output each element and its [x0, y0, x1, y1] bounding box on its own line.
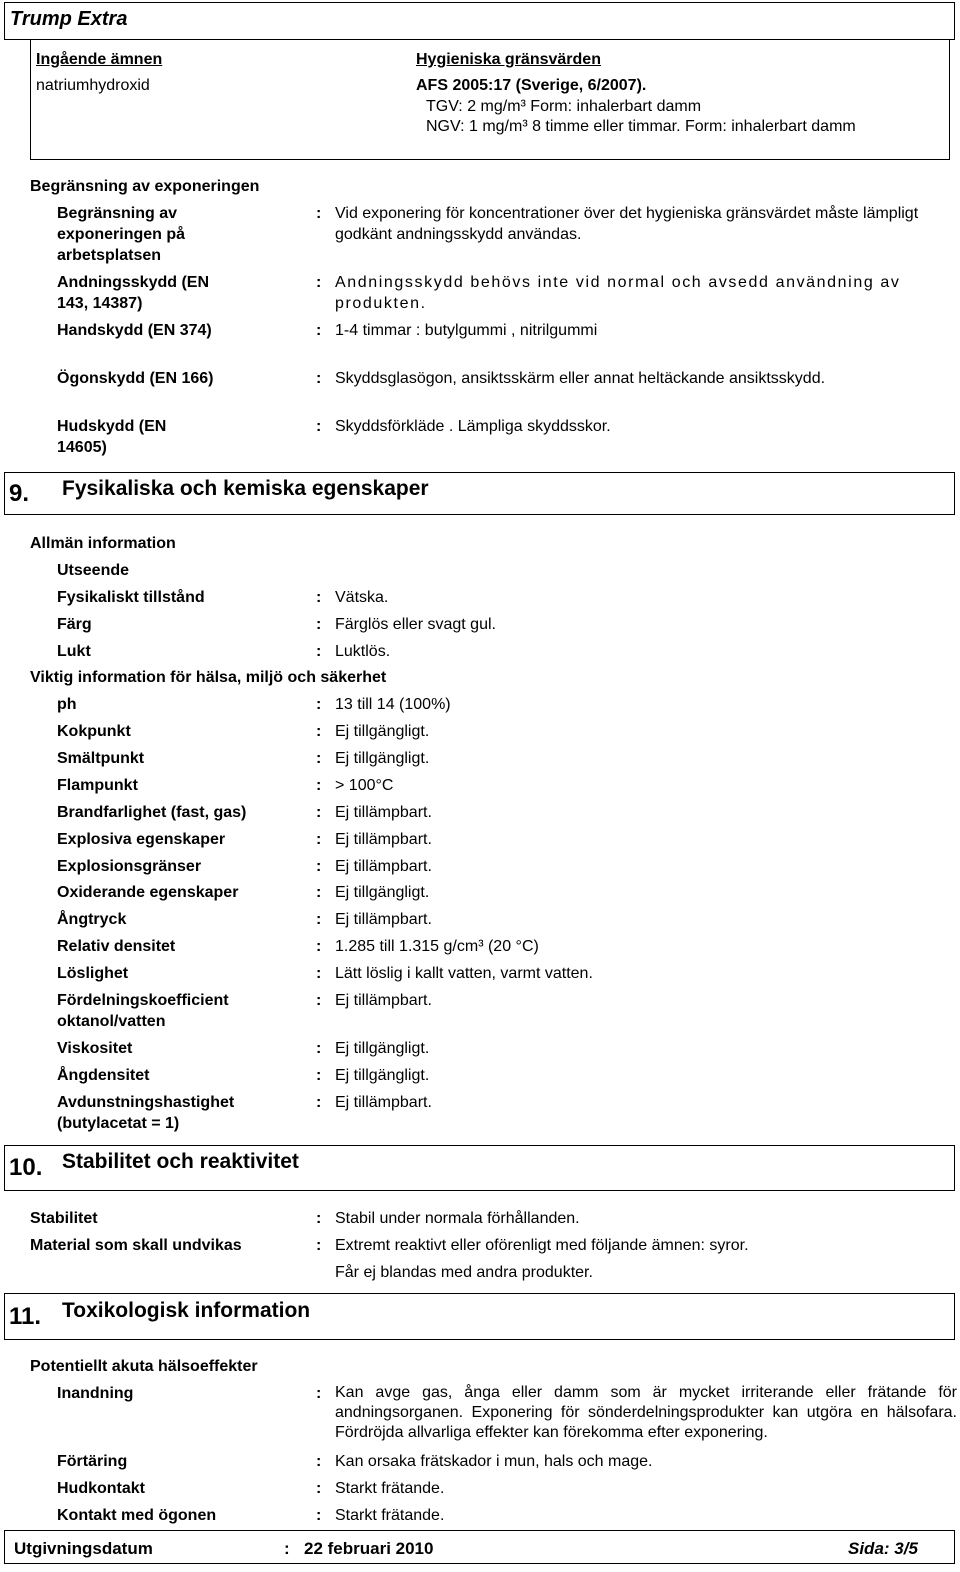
- property-label: Lukt: [57, 643, 91, 660]
- issue-date-label: Utgivningsdatum: [14, 1539, 153, 1558]
- property-value: 1.285 till 1.315 g/cm³ (20 °C): [335, 938, 539, 955]
- property-label: ph: [57, 696, 77, 713]
- regulation-reference: AFS 2005:17 (Sverige, 6/2007).: [416, 77, 647, 94]
- property-value: Ej tillämpbart.: [335, 911, 432, 928]
- colon: :: [316, 643, 322, 660]
- colon: :: [316, 1385, 322, 1402]
- colon: :: [316, 274, 322, 291]
- colon: :: [316, 750, 322, 767]
- colon: :: [316, 992, 322, 1009]
- exposure-row-label: Andningsskydd (EN 143, 14387): [57, 274, 210, 312]
- colon: :: [316, 965, 322, 982]
- colon: :: [316, 777, 322, 794]
- section-10-title: Stabilitet och reaktivitet: [62, 1150, 299, 1173]
- footer-colon: :: [284, 1539, 290, 1558]
- colon: :: [316, 1040, 322, 1057]
- property-label: Relativ densitet: [57, 938, 176, 955]
- colon: :: [316, 1094, 322, 1111]
- property-label: Ångtryck: [57, 911, 127, 928]
- property-label: Färg: [57, 616, 92, 633]
- tgv-limit: TGV: 2 mg/m³ Form: inhalerbart damm: [426, 98, 702, 115]
- property-value: > 100°C: [335, 777, 394, 794]
- exposure-row-value: Skyddsglasögon, ansiktsskärm eller annat heltäckande ansiktsskydd.: [335, 370, 826, 387]
- stability-extra-note: Får ej blandas med andra produkter.: [335, 1264, 593, 1281]
- property-value: Ej tillämpbart.: [335, 804, 432, 821]
- colon: :: [316, 616, 322, 633]
- exposure-row-value: Andningsskydd behövs inte vid normal och avsedd användning av produkten.: [335, 274, 901, 312]
- property-value: Ej tillgängligt.: [335, 884, 430, 901]
- property-label: Explosionsgränser: [57, 858, 202, 875]
- section-9-number: 9.: [9, 480, 30, 507]
- document-header: [4, 2, 955, 40]
- issue-date-value: 22 februari 2010: [304, 1539, 434, 1558]
- property-value: Ej tillgängligt.: [335, 750, 430, 767]
- exposure-row-value: Vid exponering för koncentrationer över det hygieniska gränsvärdet måste lämpligt godkänt andningsskydd användas.: [335, 205, 919, 243]
- stability-label: Stabilitet: [30, 1210, 98, 1227]
- colon: :: [316, 858, 322, 875]
- colon: :: [316, 322, 322, 339]
- exposure-row-label: Ögonskydd (EN 166): [57, 370, 214, 387]
- colon: :: [316, 589, 322, 606]
- stability-value: Stabil under normala förhållanden.: [335, 1210, 580, 1227]
- substance-name: natriumhydroxid: [36, 77, 150, 94]
- section-9-title: Fysikaliska och kemiska egenskaper: [62, 477, 429, 500]
- property-value: Ej tillgängligt.: [335, 1067, 430, 1084]
- appearance-heading: Utseende: [57, 562, 130, 579]
- exposure-row-value: Skyddsförkläde . Lämpliga skyddsskor.: [335, 418, 611, 435]
- colon: :: [316, 1507, 322, 1524]
- property-value: Ej tillämpbart.: [335, 1094, 432, 1111]
- property-label: Flampunkt: [57, 777, 138, 794]
- property-value: 13 till 14 (100%): [335, 696, 451, 713]
- property-value: Vätska.: [335, 589, 389, 606]
- acute-effects-heading: Potentiellt akuta hälsoeffekter: [30, 1358, 258, 1375]
- toxicology-value: Starkt frätande.: [335, 1507, 445, 1524]
- colon: :: [316, 938, 322, 955]
- page-number: Sida: 3/5: [848, 1539, 918, 1558]
- property-label: Brandfarlighet (fast, gas): [57, 804, 247, 821]
- stability-value: Extremt reaktivt eller oförenligt med följande ämnen: syror.: [335, 1237, 749, 1254]
- exposure-row-label: Hudskydd (EN 14605): [57, 418, 167, 456]
- general-info-heading: Allmän information: [30, 535, 176, 552]
- property-label: Viskositet: [57, 1040, 133, 1057]
- colon: :: [316, 418, 322, 435]
- toxicology-value: Kan avge gas, ånga eller damm som är mycket irriterande eller frätande för andningsorganen. Exponering för sönderdelningsprodukter kan utgöra en hälsofara. Fördröjda allvarliga effekter kan förekomma efter exponering.: [335, 1384, 957, 1441]
- colon: :: [316, 1067, 322, 1084]
- colon: :: [316, 831, 322, 848]
- property-label: Oxiderande egenskaper: [57, 884, 239, 901]
- property-value: Ej tillämpbart.: [335, 992, 432, 1009]
- property-value: Ej tillämpbart.: [335, 858, 432, 875]
- ngv-limit: NGV: 1 mg/m³ 8 timme eller timmar. Form: inhalerbart damm: [426, 118, 856, 135]
- toxicology-label: Förtäring: [57, 1453, 128, 1470]
- colon: :: [316, 1480, 322, 1497]
- colon: :: [316, 723, 322, 740]
- section-10-number: 10.: [9, 1154, 43, 1181]
- property-label: Avdunstningshastighet (butylacetat = 1): [57, 1094, 235, 1132]
- exposure-row-label: Begränsning av exponeringen på arbetsplatsen: [57, 205, 186, 264]
- section-11-title: Toxikologisk information: [62, 1299, 311, 1322]
- colon: :: [316, 370, 322, 387]
- exposure-row-value: 1-4 timmar : butylgummi , nitrilgummi: [335, 322, 598, 339]
- colon: :: [316, 911, 322, 928]
- ingredients-header: Ingående ämnen: [36, 51, 163, 68]
- stability-label: Material som skall undvikas: [30, 1237, 242, 1254]
- property-value: Färglös eller svagt gul.: [335, 616, 496, 633]
- important-info-heading: Viktig information för hälsa, miljö och säkerhet: [30, 669, 387, 686]
- exposure-heading: Begränsning av exponeringen: [30, 178, 260, 195]
- property-label: Ångdensitet: [57, 1067, 150, 1084]
- property-value: Ej tillgängligt.: [335, 723, 430, 740]
- colon: :: [316, 1237, 322, 1254]
- colon: :: [316, 1210, 322, 1227]
- exposure-row-label: Handskydd (EN 374): [57, 322, 212, 339]
- property-value: Luktlös.: [335, 643, 391, 660]
- property-label: Löslighet: [57, 965, 129, 982]
- colon: :: [316, 804, 322, 821]
- property-label: Smältpunkt: [57, 750, 145, 767]
- toxicology-value: Starkt frätande.: [335, 1480, 445, 1497]
- property-label: Kokpunkt: [57, 723, 131, 740]
- colon: :: [316, 696, 322, 713]
- property-value: Ej tillgängligt.: [335, 1040, 430, 1057]
- toxicology-label: Kontakt med ögonen: [57, 1507, 217, 1524]
- property-label: Fördelningskoefficient oktanol/vatten: [57, 992, 229, 1030]
- colon: :: [316, 1453, 322, 1470]
- toxicology-label: Inandning: [57, 1385, 134, 1402]
- colon: :: [316, 884, 322, 901]
- property-value: Lätt löslig i kallt vatten, varmt vatten.: [335, 965, 593, 982]
- colon: :: [316, 205, 322, 222]
- toxicology-value: Kan orsaka frätskador i mun, hals och mage.: [335, 1453, 653, 1470]
- property-label: Explosiva egenskaper: [57, 831, 226, 848]
- property-value: Ej tillämpbart.: [335, 831, 432, 848]
- exposure-limits-header: Hygieniska gränsvärden: [416, 51, 601, 68]
- section-11-number: 11.: [9, 1303, 42, 1330]
- property-label: Fysikaliskt tillstånd: [57, 589, 205, 606]
- product-title: Trump Extra: [10, 8, 128, 30]
- toxicology-label: Hudkontakt: [57, 1480, 145, 1497]
